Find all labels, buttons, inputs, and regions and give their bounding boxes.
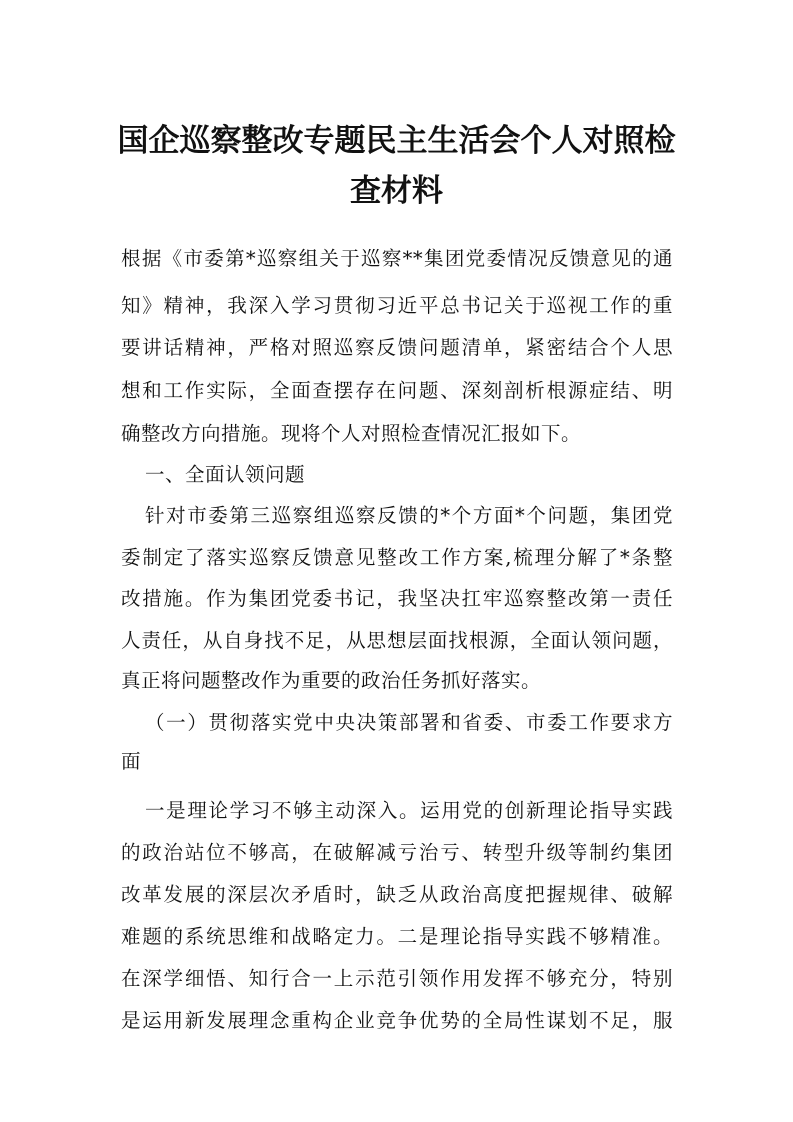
body-line: 是运用新发展理念重构企业竞争优势的全局性谋划不足，服: [121, 1009, 673, 1032]
subsection-heading-cont: 面: [121, 750, 142, 773]
body-line: 难题的系统思维和战略定力。二是理论指导实践不够精准。: [121, 925, 673, 948]
section-heading: 一、全面认领问题: [145, 463, 306, 486]
body-line: 针对市委第三巡察组巡察反馈的*个方面*个问题，集团党: [145, 504, 673, 527]
body-line: 知》精神，我深入学习贯彻习近平总书记关于巡视工作的重: [121, 294, 673, 317]
body-line: 改革发展的深层次矛盾时，缺乏从政治高度把握规律、破解: [121, 883, 673, 906]
body-line: 在深学细悟、知行合一上示范引领作用发挥不够充分，特别: [121, 967, 673, 990]
body-line: 一是理论学习不够主动深入。运用党的创新理论指导实践: [145, 799, 673, 822]
body-line: 人责任，从自身找不足，从思想层面找根源，全面认领问题，: [121, 629, 673, 652]
document-title-line-2: 查材料: [350, 173, 443, 209]
body-line: 根据《市委第*巡察组关于巡察**集团党委情况反馈意见的通: [121, 247, 673, 270]
subsection-heading: （一）贯彻落实党中央决策部署和省委、市委工作要求方: [145, 711, 673, 734]
body-line: 改措施。作为集团党委书记，我坚决扛牢巡察整改第一责任: [121, 587, 673, 610]
body-line: 真正将问题整改作为重要的政治任务抓好落实。: [121, 669, 542, 692]
body-line: 要讲话精神，严格对照巡察反馈问题清单，紧密结合个人思: [121, 336, 673, 359]
body-line: 确整改方向措施。现将个人对照检查情况汇报如下。: [121, 422, 582, 445]
body-line: 委制定了落实巡察反馈意见整改工作方案,梳理分解了*条整: [121, 546, 673, 569]
body-line: 的政治站位不够高，在破解减亏治亏、转型升级等制约集团: [121, 841, 673, 864]
document-title-line-1: 国企巡察整改专题民主生活会个人对照检: [117, 123, 676, 159]
body-line: 想和工作实际，全面查摆存在问题、深刻剖析根源症结、明: [121, 379, 673, 402]
